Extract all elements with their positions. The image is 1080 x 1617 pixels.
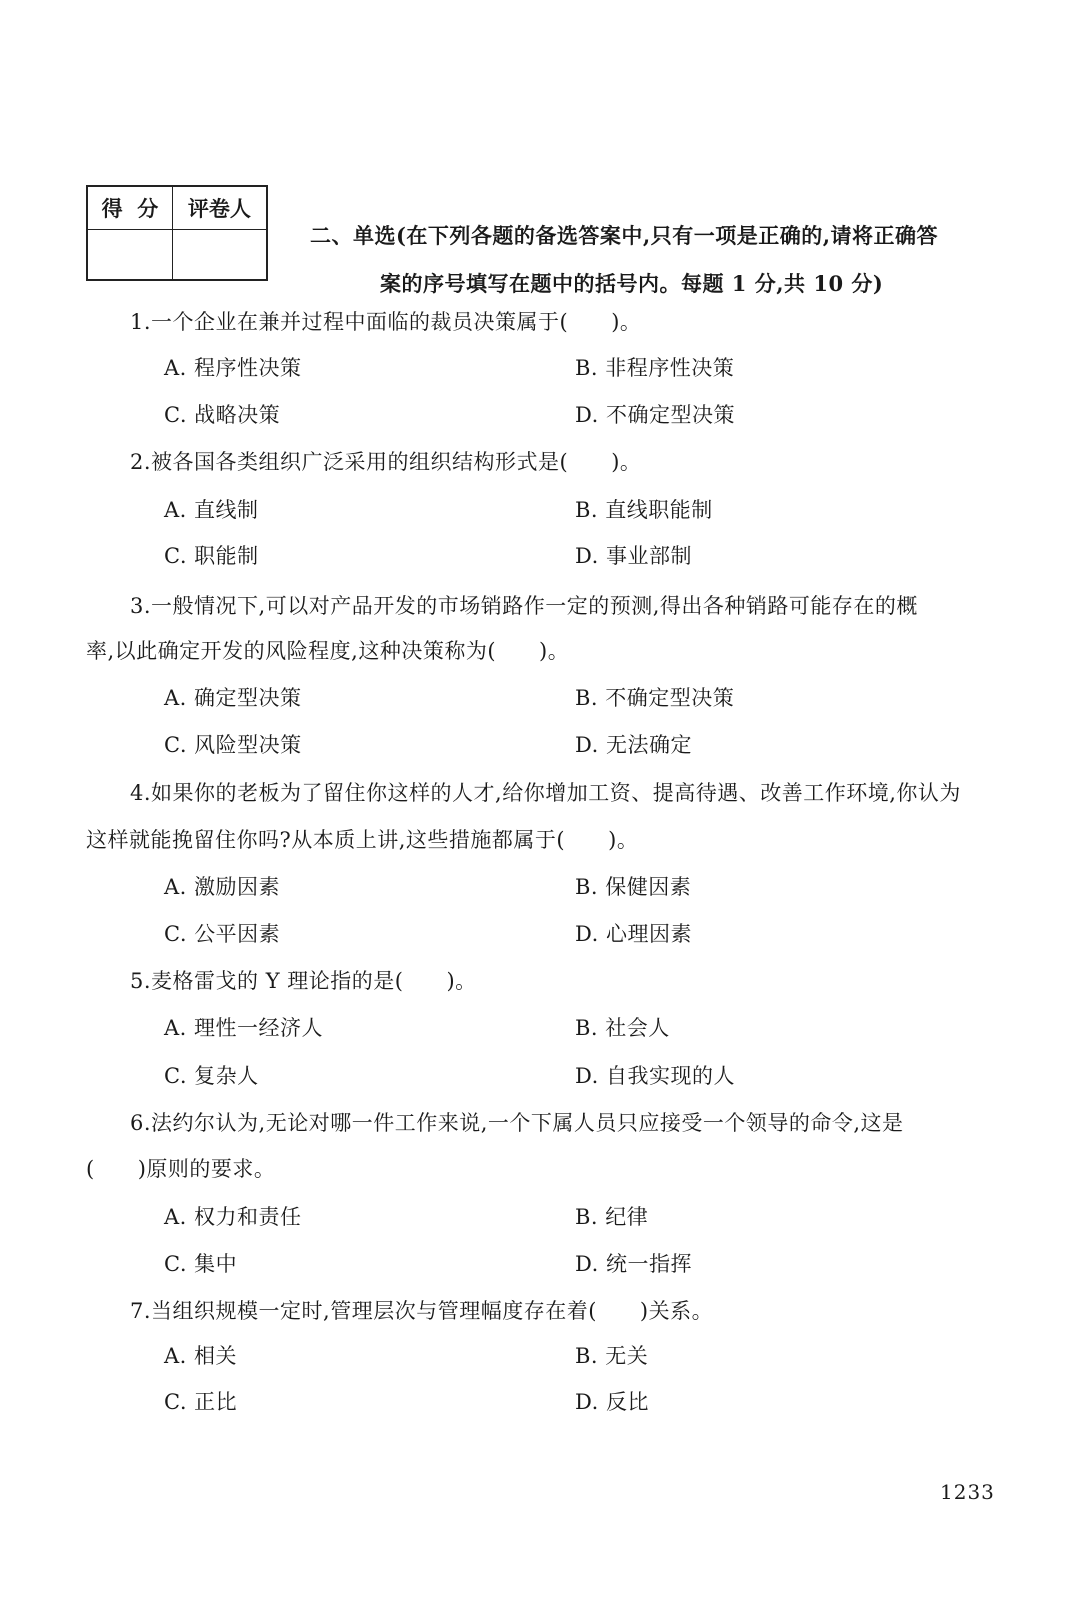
score-cell	[87, 230, 172, 281]
question-7-option-d: D. 反比	[575, 1390, 649, 1414]
score-table	[86, 185, 268, 281]
question-7-option-a: A. 相关	[164, 1344, 238, 1368]
question-5-stem: 5.麦格雷戈的 Y 理论指的是( )。	[130, 969, 477, 993]
question-7-option-b: B. 无关	[575, 1344, 649, 1368]
grader-cell	[172, 230, 267, 281]
question-5-option-d: D. 自我实现的人	[575, 1064, 735, 1088]
question-2-option-a: A. 直线制	[164, 498, 259, 522]
question-4-stem-cont: 这样就能挽留住你吗?从本质上讲,这些措施都属于( )。	[86, 828, 639, 852]
section-title-line1: 二、单选(在下列各题的备选答案中,只有一项是正确的,请将正确答	[310, 223, 939, 248]
question-1-option-b: B. 非程序性决策	[575, 356, 735, 380]
question-6-option-d: D. 统一指挥	[575, 1252, 692, 1276]
question-6-option-a: A. 权力和责任	[164, 1205, 302, 1229]
score-header: 得 分	[87, 186, 172, 230]
question-6-stem: 6.法约尔认为,无论对哪一件工作来说,一个下属人员只应接受一个领导的命令,这是	[130, 1111, 904, 1135]
question-5-option-a: A. 理性一经济人	[164, 1016, 324, 1040]
question-5-option-c: C. 复杂人	[164, 1064, 259, 1088]
question-2-option-d: D. 事业部制	[575, 544, 692, 568]
question-3-option-d: D. 无法确定	[575, 733, 692, 757]
question-1-option-a: A. 程序性决策	[164, 356, 302, 380]
question-2-option-b: B. 直线职能制	[575, 498, 713, 522]
question-5-option-b: B. 社会人	[575, 1016, 670, 1040]
question-4-stem: 4.如果你的老板为了留住你这样的人才,给你增加工资、提高待遇、改善工作环境,你认为	[130, 781, 961, 805]
question-6-stem-cont: ( )原则的要求。	[86, 1157, 276, 1181]
question-4-option-d: D. 心理因素	[575, 922, 692, 946]
question-7-stem: 7.当组织规模一定时,管理层次与管理幅度存在着( )关系。	[130, 1299, 714, 1323]
section-title-line2: 案的序号填写在题中的括号内。每题 1 分,共 10 分)	[380, 271, 884, 296]
section-title	[310, 212, 1010, 308]
question-4-option-c: C. 公平因素	[164, 922, 281, 946]
question-1-option-c: C. 战略决策	[164, 403, 281, 427]
question-7-option-c: C. 正比	[164, 1390, 238, 1414]
question-1-stem: 1.一个企业在兼并过程中面临的裁员决策属于( )。	[130, 310, 642, 334]
question-4-option-b: B. 保健因素	[575, 875, 692, 899]
question-2-stem: 2.被各国各类组织广泛采用的组织结构形式是( )。	[130, 450, 642, 474]
question-3-option-c: C. 风险型决策	[164, 733, 302, 757]
question-1-option-d: D. 不确定型决策	[575, 403, 735, 427]
question-6-option-c: C. 集中	[164, 1252, 238, 1276]
question-3-option-a: A. 确定型决策	[164, 686, 302, 710]
question-2-option-c: C. 职能制	[164, 544, 259, 568]
question-6-option-b: B. 纪律	[575, 1205, 649, 1229]
page-number: 1233	[940, 1480, 995, 1504]
grader-header: 评卷人	[172, 186, 267, 230]
question-4-option-a: A. 激励因素	[164, 875, 281, 899]
question-3-option-b: B. 不确定型决策	[575, 686, 735, 710]
question-3-stem: 3.一般情况下,可以对产品开发的市场销路作一定的预测,得出各种销路可能存在的概	[130, 594, 918, 618]
question-3-stem-cont: 率,以此确定开发的风险程度,这种决策称为( )。	[86, 639, 570, 663]
